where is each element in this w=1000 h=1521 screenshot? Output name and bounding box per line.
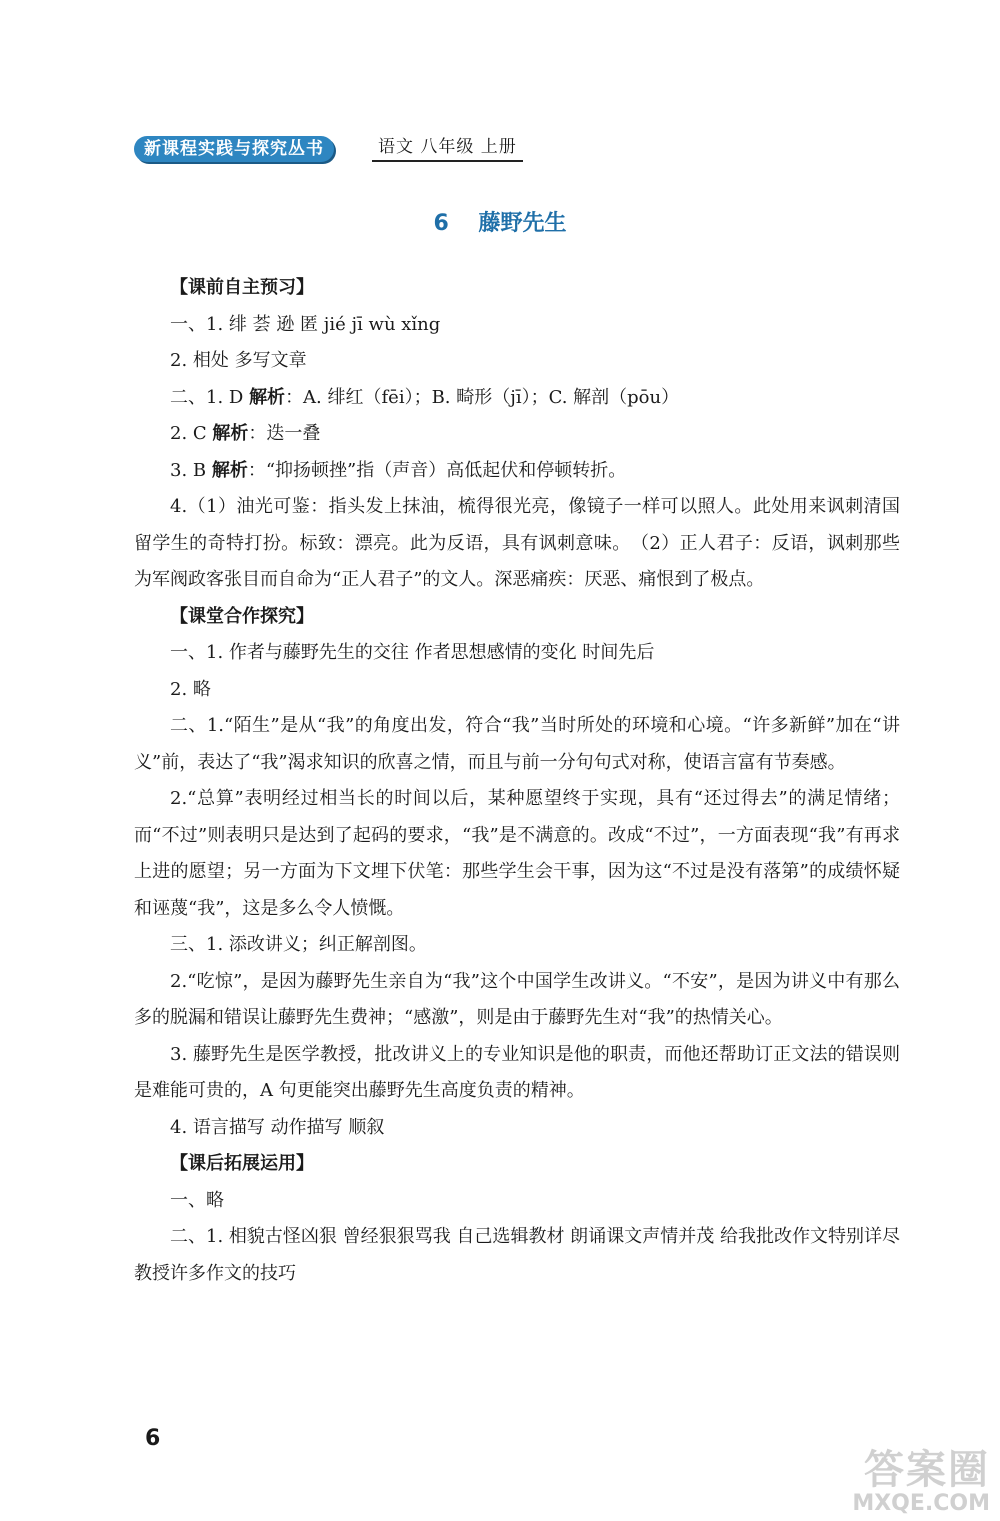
answer-line <box>134 416 900 453</box>
answer-paragraph: 2. 相处 多写文章 <box>170 350 307 371</box>
section-heading: 【课前自主预习】 <box>170 277 314 298</box>
answer-line <box>134 380 900 417</box>
subject-label: 语文 八年级 上册 <box>372 134 523 162</box>
answer-choice: 二、1. D <box>170 386 250 408</box>
series-badge: 新课程实践与探究丛书 <box>134 136 334 162</box>
answer-line <box>134 453 900 490</box>
answer-paragraph: 3. 藤野先生是医学教授，批改讲义上的专业知识是他的职责，而他还帮助订正文法的错误则是难能可贵的，A 句更能突出藤野先生高度负责的精神。 <box>134 1043 900 1101</box>
answer-paragraph: 一、略 <box>170 1189 224 1211</box>
answer-paragraph: 2.“吃惊”，是因为藤野先生亲自为“我”这个中国学生改讲义。“不安”，是因为讲义中有那么多的脱漏和错误让藤野先生费神；“感激”，则是由于藤野先生对“我”的热情关心。 <box>134 970 900 1028</box>
answer-paragraph: 三、1. 添改讲义；纠正解剖图。 <box>170 934 427 955</box>
answer-choice: 2. C <box>170 423 213 444</box>
analysis-text: ：A. 绯红（fēi）；B. 畸形（jī）；C. 解剖（pōu） <box>285 386 680 408</box>
answer-paragraph: 4.（1）油光可鉴：指头发上抹油，梳得很光亮，像镜子一样可以照人。此处用来讽刺清国留学生的奇特打扮。标致：漂亮。此为反语，具有讽刺意味。 （2）正人君子：反语，讽刺那些为军阀政客张目而自命为“正人君子”的文人。深恶痛疾：厌恶、痛恨到了极点。 <box>134 496 900 590</box>
answer-paragraph: 一、1. 作者与藤野先生的交往 作者思想感情的变化 时间先后 <box>170 642 655 663</box>
answer-content <box>134 270 900 1292</box>
section-heading: 【课堂合作探究】 <box>170 605 314 627</box>
answer-choice: 3. B <box>170 459 212 481</box>
analysis-label: 解析 <box>212 423 249 444</box>
analysis-text: ：迭一叠 <box>248 423 321 444</box>
lesson-number: 6 <box>433 211 449 236</box>
answer-paragraph: 2.“总算”表明经过相当长的时间以后，某种愿望终于实现，具有“还过得去”的满足情绪；而“不过”则表明只是达到了起码的要求，“我”是不满意的。改成“不过”，一方面表现“我”有再求上进的愿望；另一方面为下文埋下伏笔：那些学生会干事，因为这“不过是没有落第”的成绩怀疑和诬蔑“我”，这是多么令人愤慨。 <box>134 788 900 919</box>
analysis-text: ：“抑扬顿挫”指（声音）高低起伏和停顿转折。 <box>247 459 627 481</box>
answer-paragraph: 二、1.“陌生”是从“我”的角度出发，符合“我”当时所处的环境和心境。“许多新鲜”加在“讲义”前，表达了“我”渴求知识的欣喜之情，而且与前一分句句式对称，使语言富有节奏感。 <box>134 715 900 773</box>
answer-paragraph: 一、1. 绯 荟 逊 匿 jié jī wù xǐng <box>170 313 441 335</box>
lesson-title <box>0 206 1000 237</box>
page-number: 6 <box>145 1426 161 1451</box>
analysis-label: 解析 <box>211 459 248 481</box>
watermark-logo <box>800 1448 990 1518</box>
answer-paragraph: 4. 语言描写 动作描写 顺叙 <box>170 1116 385 1138</box>
answer-paragraph: 二、1. 相貌古怪凶狠 曾经狠狠骂我 自己选辑教材 朗诵课文声情并茂 给我批改作文特别详尽 教授许多作文的技巧 <box>134 1226 900 1284</box>
lesson-title-text: 藤野先生 <box>478 211 567 236</box>
watermark-text: 答案圈 <box>864 1447 990 1493</box>
analysis-label: 解析 <box>249 386 286 408</box>
answer-paragraph: 2. 略 <box>170 678 211 700</box>
watermark-url: MXQE.COM <box>852 1491 990 1516</box>
section-heading: 【课后拓展运用】 <box>170 1153 314 1174</box>
